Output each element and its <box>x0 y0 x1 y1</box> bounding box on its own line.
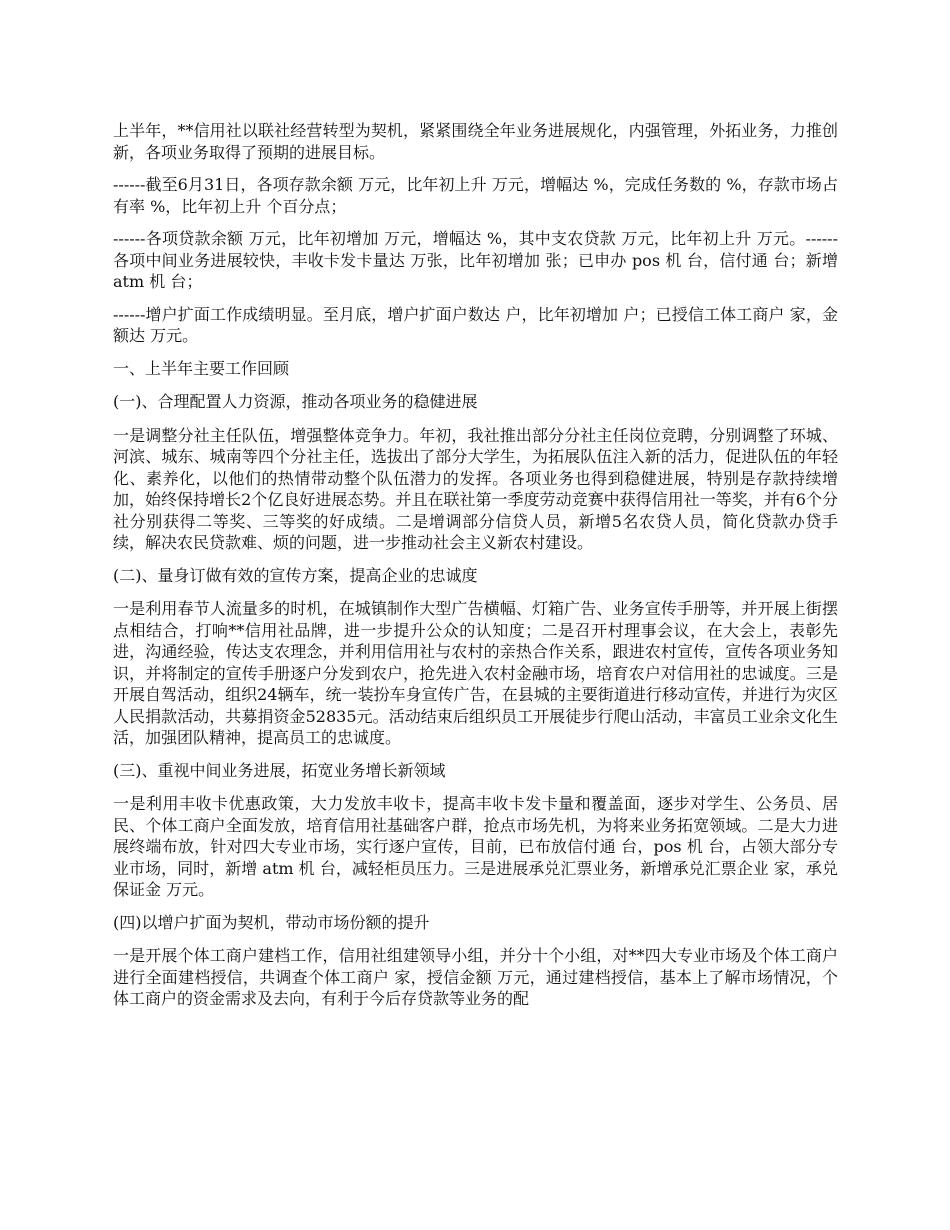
body-paragraph-promotion: 一是利用春节人流量多的时机，在城镇制作大型广告横幅、灯箱广告、业务宣传手册等，并开展上街摆点相结合，打响**信用社品牌，进一步提升公众的认知度；二是召开村理事会议，在大会上，表彰先进，沟通经验，传达支农理念，并利用信用社与农村的亲热合作关系，跟进农村宣传，宣传各项业务知识，并将制定的宣传手册逐户分发到农户，抢先进入农村金融市场，培育农户对信用社的忠诚度。三是开展自驾活动，组织24辆车，统一装扮车身宣传广告，在县城的主要街道进行移动宣传，并进行为灾区人民捐款活动，共募捐资金52835元。活动结束后组织员工开展徒步行爬山活动，丰富员工业余文化生活，加强团队精神，提高员工的忠诚度。 <box>113 599 838 747</box>
intro-paragraph: 上半年，**信用社以联社经营转型为契机，紧紧围绕全年业务进展规化，内强管理，外拓业务，力推创新，各项业务取得了预期的进展目标。 <box>113 121 838 162</box>
subsection-heading-1: (一)、合理配置人力资源，推动各项业务的稳健进展 <box>113 392 478 411</box>
document-page <box>113 120 838 1021</box>
subsection-heading-2: (二)、量身订做有效的宣传方案，提高企业的忠诚度 <box>113 565 478 585</box>
deposit-stats-paragraph: ------截至6月31日，各项存款余额 万元，比年初上升 万元，增幅达 %，完成任务数的 %，存款市场占有率 %，比年初上升 个百分点； <box>113 175 838 216</box>
section-heading-review: 一、上半年主要工作回顾 <box>113 358 290 378</box>
body-paragraph-merchants: 一是开展个体工商户建档工作，信用社组建领导小组，并分十个小组，对**四大专业市场及个体工商户进行全面建档授信，共调查个体工商户 家，授信金额 万元，通过建档授信，基本上了解市场情况，个体工商户的资金需求及去向，有利于今后存贷款等业务的配 <box>113 946 838 1008</box>
body-paragraph-intermediate: 一是利用丰收卡优惠政策，大力发放丰收卡，提高丰收卡发卡量和覆盖面，逐步对学生、公务员、居民、个体工商户全面发放，培育信用社基础客户群，抢点市场先机，为将来业务拓宽领域。二是大力进展终端布放，针对四大专业市场，实行逐户宣传，目前，已布放信付通 台，pos 机 台，占领大部分专业市场，同时，新增 atm 机 台，减轻柜员压力。三是进展承兑汇票业务，新增承兑汇票企业 家，承兑保证金 万元。 <box>113 794 838 899</box>
subsection-heading-3: (三)、重视中间业务进展，拓宽业务增长新领域 <box>113 760 446 780</box>
loan-stats-paragraph: ------各项贷款余额 万元，比年初增加 万元，增幅达 %，其中支农贷款 万元，比年初上升 万元。------各项中间业务进展较快，丰收卡发卡量达 万张，比年初增加 张；已申办 pos 机 台，信付通 台；新增 atm 机 台； <box>113 229 838 291</box>
subsection-heading-4: (四)以增户扩面为契机，带动市场份额的提升 <box>113 912 430 932</box>
customer-expansion-paragraph: ------增户扩面工作成绩明显。至月底，增户扩面户数达 户，比年初增加 户；已授信工体工商户 家，金额达 万元。 <box>113 304 838 345</box>
body-paragraph-hr: 一是调整分社主任队伍，增强整体竞争力。年初，我社推出部分分社主任岗位竞聘，分别调整了环城、河滨、城东、城南等四个分社主任，选拔出了部分大学生，为拓展队伍注入新的活力，促进队伍的年轻化、素养化，以他们的热情带动整个队伍潜力的发挥。各项业务也得到稳健进展，特别是存款持续增加，始终保持增长2个亿良好进展态势。并且在联社第一季度劳动竞赛中获得信用社一等奖，并有6个分社分别获得二等奖、三等奖的好成绩。二是增调部分信贷人员，新增5名农贷人员，简化贷款办贷手续，解决农民贷款难、烦的问题，进一步推动社会主义新农村建设。 <box>113 425 838 552</box>
